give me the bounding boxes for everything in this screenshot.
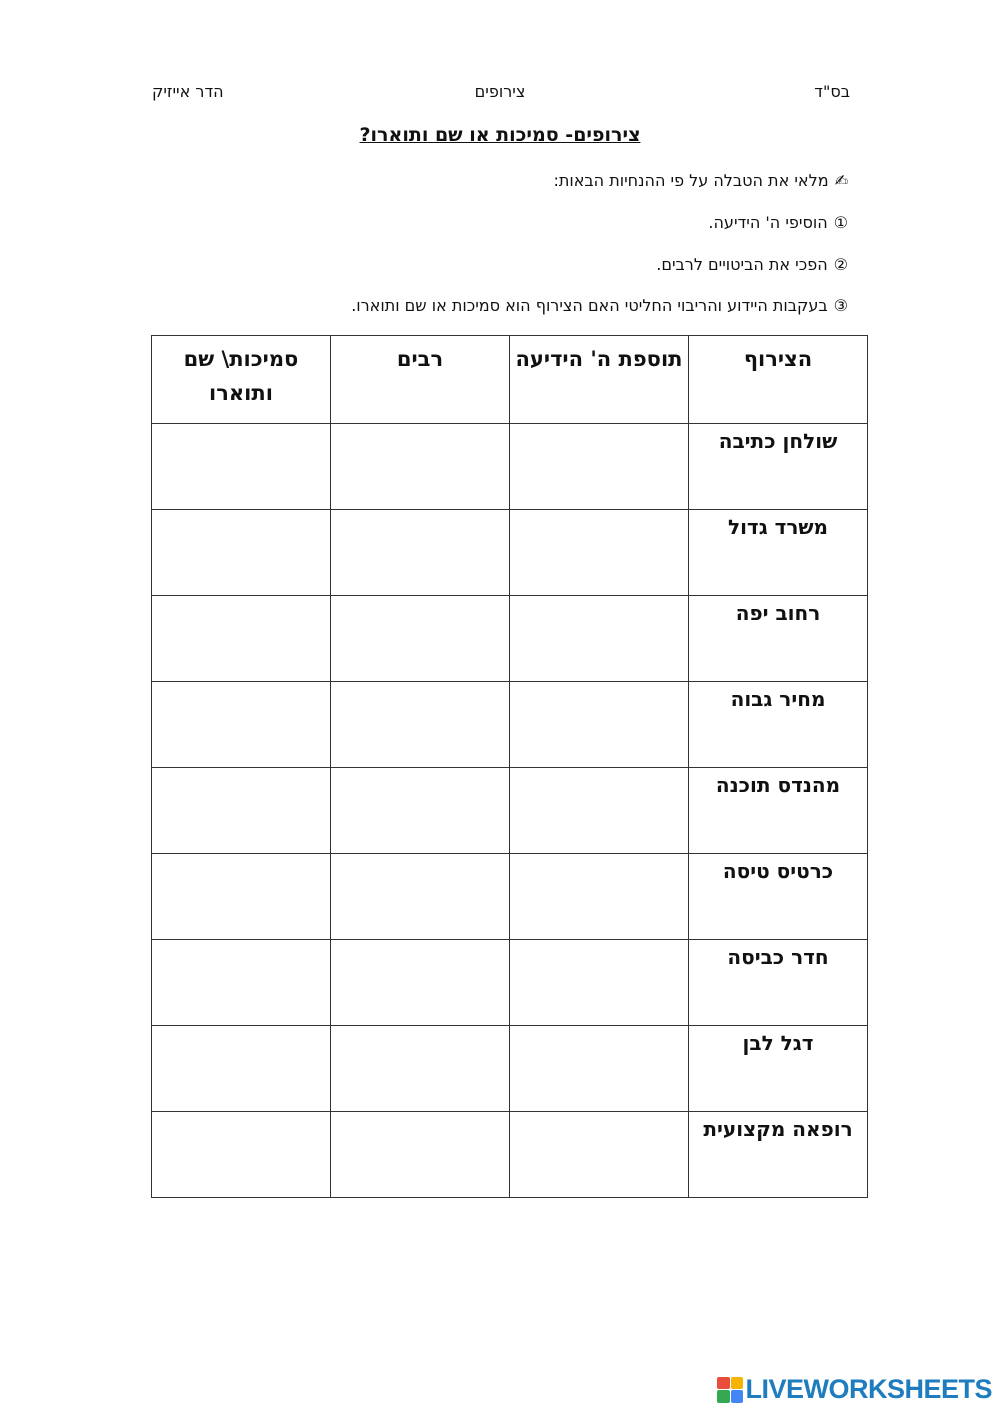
definite-answer-cell[interactable]: [510, 510, 689, 596]
table-row: [152, 596, 868, 682]
header-author-name: הדר אייזיק: [152, 82, 224, 101]
definite-answer-cell[interactable]: [510, 1026, 689, 1112]
table-row: [152, 682, 868, 768]
writing-hand-icon: ✍: [834, 171, 848, 190]
table-row: [152, 854, 868, 940]
plural-answer-cell[interactable]: [331, 596, 510, 682]
table-row: [152, 940, 868, 1026]
circled-number-three-icon: ③: [833, 296, 848, 315]
liveworksheets-wordmark: LIVEWORKSHEETS: [745, 1374, 992, 1404]
instruction-text: הוסיפי ה' הידיעה.: [708, 213, 828, 232]
type-answer-cell[interactable]: [152, 1026, 331, 1112]
table-row: [152, 424, 868, 510]
worksheet-table: [151, 335, 868, 1198]
table-row: [152, 510, 868, 596]
liveworksheets-branding: [717, 1374, 992, 1405]
phrase-cell: משרד גדול: [689, 510, 868, 596]
plural-answer-cell[interactable]: [331, 854, 510, 940]
plural-answer-cell[interactable]: [331, 1026, 510, 1112]
header-right-text: בס"ד: [814, 82, 850, 101]
phrase-cell: שולחן כתיבה: [689, 424, 868, 510]
phrase-cell: מחיר גבוה: [689, 682, 868, 768]
liveworksheets-logo-icon: [717, 1377, 743, 1403]
phrase-cell: חדר כביסה: [689, 940, 868, 1026]
instruction-text: מלאי את הטבלה על פי ההנחיות הבאות:: [553, 171, 829, 190]
plural-answer-cell[interactable]: [331, 940, 510, 1026]
table-row: [152, 768, 868, 854]
table-row: [152, 1112, 868, 1198]
plural-answer-cell[interactable]: [331, 424, 510, 510]
instruction-line: [351, 296, 848, 315]
type-answer-cell[interactable]: [152, 596, 331, 682]
instruction-text: הפכי את הביטויים לרבים.: [656, 255, 828, 274]
column-header-plural: רבים: [331, 336, 510, 424]
instruction-line: [553, 171, 848, 190]
definite-answer-cell[interactable]: [510, 1112, 689, 1198]
header-center-text: צירופים: [474, 82, 526, 101]
definite-answer-cell[interactable]: [510, 682, 689, 768]
plural-answer-cell[interactable]: [331, 1112, 510, 1198]
column-header-definite: תוספת ה' הידיעה: [510, 336, 689, 424]
table-row: [152, 1026, 868, 1112]
definite-answer-cell[interactable]: [510, 768, 689, 854]
definite-answer-cell[interactable]: [510, 854, 689, 940]
definite-answer-cell[interactable]: [510, 596, 689, 682]
type-answer-cell[interactable]: [152, 768, 331, 854]
plural-answer-cell[interactable]: [331, 682, 510, 768]
phrase-cell: כרטיס טיסה: [689, 854, 868, 940]
type-answer-cell[interactable]: [152, 424, 331, 510]
definite-answer-cell[interactable]: [510, 940, 689, 1026]
circled-number-one-icon: ①: [833, 213, 848, 232]
column-header-type: סמיכות\ שם ותוארו: [152, 336, 331, 424]
type-answer-cell[interactable]: [152, 510, 331, 596]
plural-answer-cell[interactable]: [331, 510, 510, 596]
type-answer-cell[interactable]: [152, 854, 331, 940]
instruction-text: בעקבות היידוע והריבוי החליטי האם הצירוף הוא סמיכות או שם ותוארו.: [351, 296, 828, 315]
phrase-cell: רחוב יפה: [689, 596, 868, 682]
plural-answer-cell[interactable]: [331, 768, 510, 854]
type-answer-cell[interactable]: [152, 682, 331, 768]
table-header-row: [152, 336, 868, 424]
instruction-line: [708, 213, 848, 232]
definite-answer-cell[interactable]: [510, 424, 689, 510]
phrase-cell: רופאה מקצועית: [689, 1112, 868, 1198]
phrase-cell: מהנדס תוכנה: [689, 768, 868, 854]
instruction-line: [656, 255, 848, 274]
worksheet-title: צירופים- סמיכות או שם ותוארו?: [359, 124, 641, 146]
phrase-cell: דגל לבן: [689, 1026, 868, 1112]
circled-number-two-icon: ②: [833, 255, 848, 274]
type-answer-cell[interactable]: [152, 1112, 331, 1198]
type-answer-cell[interactable]: [152, 940, 331, 1026]
column-header-phrase: הצירוף: [689, 336, 868, 424]
